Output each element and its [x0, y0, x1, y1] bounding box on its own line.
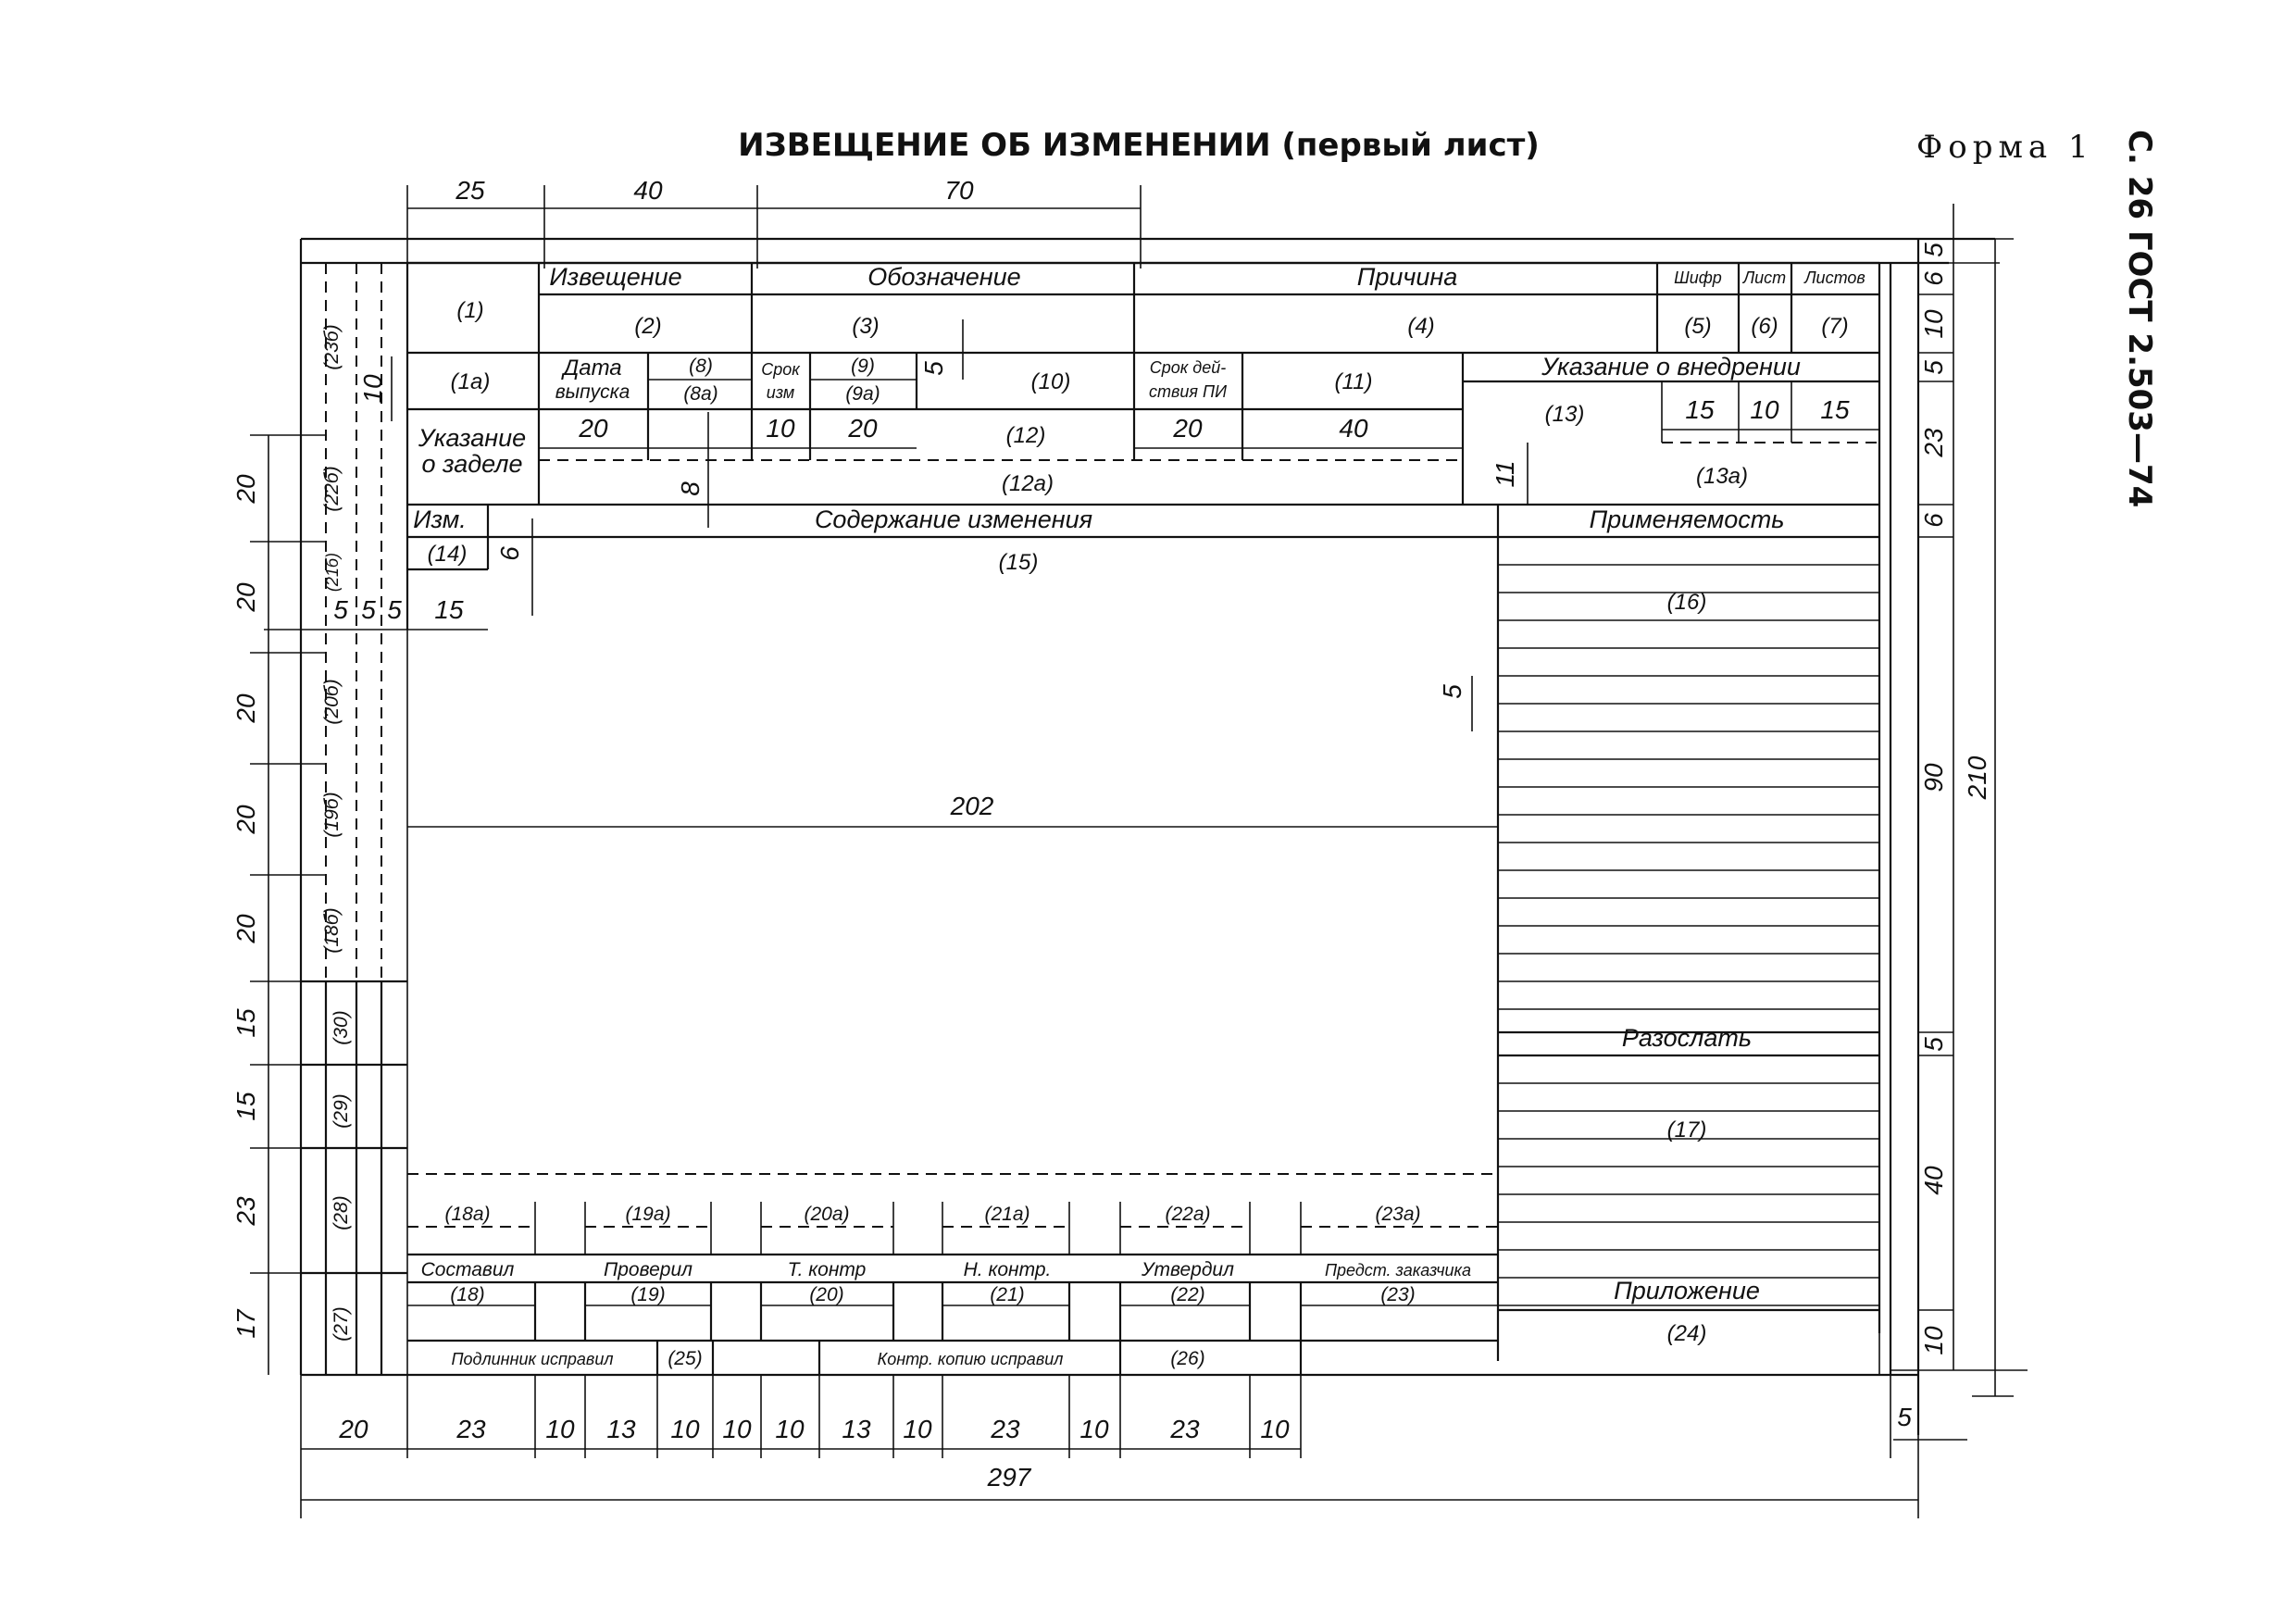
head-izveshchenie: Извещение: [549, 263, 682, 291]
label-podlinnik-ispravil: Подлинник исправил: [451, 1350, 614, 1368]
cell-15: (15): [998, 550, 1039, 575]
form-number: Форма 1: [1916, 129, 2094, 166]
head-list: Лист: [1742, 268, 1787, 287]
ruled-lines: [1498, 565, 1879, 1305]
head-oboznachenie: Обозначение: [867, 263, 1021, 291]
cell-26: (26): [1170, 1348, 1205, 1369]
label-srok-deist: Срок дей-: [1149, 358, 1227, 377]
dim-bottom-10: 10: [1079, 1415, 1109, 1443]
dim-bottom-297: 297: [987, 1463, 1031, 1492]
cell-8a: (8а): [683, 383, 718, 405]
dim-20-a: 20: [579, 414, 608, 443]
dim-40: 40: [633, 176, 663, 205]
dim-right-10b: 10: [1919, 1326, 1948, 1355]
dim-left-8: 17: [231, 1309, 260, 1339]
dim-20-c: 20: [1173, 414, 1203, 443]
cell-29: (29): [331, 1093, 352, 1129]
cell-23: (23): [1380, 1284, 1416, 1305]
head-primenyaemost: Применяемость: [1589, 506, 1785, 533]
dim-right-6: 6: [1919, 271, 1948, 286]
dim-10-b: 10: [1750, 395, 1779, 424]
cell-11: (11): [1334, 369, 1373, 394]
dim-40-b: 40: [1339, 414, 1368, 443]
cell-1: (1): [456, 298, 484, 323]
left-strip: [264, 263, 407, 1375]
dim-left-6: 15: [231, 1092, 260, 1121]
header-table: [407, 263, 1879, 1361]
cell-17: (17): [1666, 1117, 1707, 1142]
label-ukazanie: Указание: [418, 424, 527, 452]
head-ukazanie-vnedrenii: Указание о внедрении: [1541, 353, 1801, 381]
dim-6: 6: [495, 546, 524, 561]
dim-left-2: 20: [231, 693, 260, 723]
dim-bottom-5: 10: [722, 1415, 752, 1443]
dim-left-4: 20: [231, 914, 260, 943]
cell-5: (5): [1684, 314, 1712, 339]
cell-22b: (22б): [321, 466, 343, 512]
dim-202: 202: [950, 792, 994, 820]
cell-25: (25): [668, 1348, 703, 1369]
dim-strip-5a: 5: [333, 595, 348, 624]
top-dimensions: [407, 176, 1141, 268]
cell-9a: (9а): [845, 383, 880, 405]
label-kontr-kopiu-ispravil: Контр. копию исправил: [877, 1350, 1064, 1368]
cell-1a: (1а): [450, 369, 491, 394]
cell-27: (27): [331, 1306, 352, 1342]
dim-5-row2: 5: [919, 361, 948, 376]
label-stvia-pi: ствия ПИ: [1149, 382, 1227, 401]
dim-11: 11: [1491, 460, 1519, 488]
cell-3: (3): [852, 314, 880, 339]
dim-strip-10: 10: [358, 374, 387, 404]
cell-19: (19): [630, 1284, 666, 1305]
dim-bottom-1: 23: [456, 1415, 486, 1443]
cell-21a: (21а): [984, 1204, 1030, 1225]
cell-24: (24): [1666, 1321, 1707, 1346]
head-izm: Изм.: [413, 506, 467, 533]
cell-22a: (22а): [1165, 1204, 1211, 1225]
dim-left-1: 20: [231, 582, 260, 612]
dim-right-10: 10: [1919, 309, 1948, 339]
dim-bottom-9: 23: [991, 1415, 1020, 1443]
cell-9: (9): [851, 356, 875, 377]
cell-18: (18): [450, 1284, 485, 1305]
head-prichina: Причина: [1356, 263, 1458, 291]
cell-7: (7): [1821, 314, 1849, 339]
dim-bottom-12: 10: [1260, 1415, 1290, 1443]
dim-bottom-2: 10: [545, 1415, 575, 1443]
label-sostavil: Составил: [420, 1259, 515, 1280]
dim-right-23: 23: [1919, 428, 1948, 457]
dim-bottom-5-right: 5: [1897, 1403, 1912, 1431]
cell-12: (12): [1005, 423, 1046, 448]
cell-18a: (18а): [444, 1204, 491, 1225]
cell-23b: (23б): [321, 324, 343, 370]
cell-16: (16): [1666, 590, 1707, 615]
cell-8: (8): [689, 356, 713, 377]
dim-right-5b: 5: [1919, 360, 1948, 375]
dim-left-5: 15: [231, 1008, 260, 1038]
cell-30: (30): [331, 1010, 352, 1045]
dim-20-b: 20: [848, 414, 878, 443]
cell-20: (20): [809, 1284, 844, 1305]
cell-4: (4): [1407, 314, 1435, 339]
dim-strip-5b: 5: [361, 595, 376, 624]
head-listov: Листов: [1804, 268, 1866, 287]
gost-reference: С. 26 ГОСТ 2.503—74: [2121, 130, 2158, 508]
head-razoslat: Разослать: [1621, 1024, 1753, 1052]
head-prilozhenie: Приложение: [1614, 1277, 1760, 1305]
signature-area: [407, 1174, 1498, 1375]
cell-18b: (18б): [321, 907, 343, 954]
dim-right-40: 40: [1919, 1166, 1948, 1195]
dim-right-6b: 6: [1919, 513, 1948, 528]
label-vypuska: выпуска: [555, 381, 630, 403]
label-srok: Срок: [761, 360, 800, 379]
dim-bottom-7: 13: [842, 1415, 871, 1443]
dim-15-a: 15: [1685, 395, 1715, 424]
dim-right-5: 5: [1919, 243, 1948, 257]
dim-left-7: 23: [231, 1196, 260, 1226]
dim-strip-5c: 5: [387, 595, 402, 624]
label-t-kontr: Т. контр: [787, 1259, 867, 1280]
cell-28: (28): [331, 1195, 352, 1230]
head-shifr: Шифр: [1674, 268, 1722, 287]
label-data: Дата: [563, 356, 622, 381]
cell-13a: (13а): [1695, 464, 1749, 489]
dim-5-body: 5: [1438, 684, 1466, 699]
dim-left-3: 20: [231, 805, 260, 834]
cell-21b: (21б): [323, 552, 342, 593]
dim-bottom-3: 13: [606, 1415, 636, 1443]
cell-10: (10): [1030, 369, 1071, 394]
label-predst-zakazchika: Предст. заказчика: [1324, 1261, 1472, 1280]
left-dimensions: [231, 435, 326, 1375]
cell-20a: (20а): [804, 1204, 850, 1225]
dim-right-210: 210: [1963, 755, 1991, 800]
cell-6: (6): [1751, 314, 1778, 339]
dim-15-b: 15: [1820, 395, 1850, 424]
dim-70: 70: [944, 176, 974, 205]
dim-right-90: 90: [1919, 763, 1948, 793]
cell-13: (13): [1544, 402, 1585, 427]
head-soderzhanie: Содержание изменения: [814, 506, 1093, 533]
dim-right-5c: 5: [1919, 1037, 1948, 1052]
body-area: [407, 542, 1879, 1375]
cell-20b: (20б): [321, 679, 343, 725]
cell-2: (2): [634, 314, 662, 339]
cell-19a: (19а): [625, 1204, 671, 1225]
dim-bottom-8: 10: [903, 1415, 932, 1443]
label-n-kontr: Н. контр.: [963, 1259, 1052, 1280]
bottom-dimensions: [301, 1375, 1967, 1518]
right-dimensions: [1918, 204, 2014, 1396]
page-title: ИЗВЕЩЕНИЕ ОБ ИЗМЕНЕНИИ (первый лист): [738, 127, 1540, 164]
cell-22: (22): [1170, 1284, 1205, 1305]
dim-15: 15: [434, 595, 464, 624]
dim-bottom-11: 23: [1170, 1415, 1200, 1443]
cell-21: (21): [990, 1284, 1025, 1305]
dim-8: 8: [676, 481, 705, 496]
cell-19b: (19б): [321, 792, 343, 838]
label-o-zadele: о заделе: [421, 450, 523, 478]
dim-left-0: 20: [231, 474, 260, 504]
label-izm: изм: [766, 383, 795, 402]
label-utverdil: Утвердил: [1142, 1259, 1234, 1280]
cell-12a: (12а): [1001, 471, 1054, 496]
dim-bottom-4: 10: [670, 1415, 700, 1443]
dim-10-a: 10: [766, 414, 795, 443]
dim-bottom-6: 10: [775, 1415, 805, 1443]
dim-bottom-0: 20: [339, 1415, 368, 1443]
cell-23a: (23а): [1375, 1204, 1421, 1225]
cell-14: (14): [427, 542, 468, 567]
label-proveril: Проверил: [604, 1259, 693, 1280]
dim-25: 25: [455, 176, 485, 205]
